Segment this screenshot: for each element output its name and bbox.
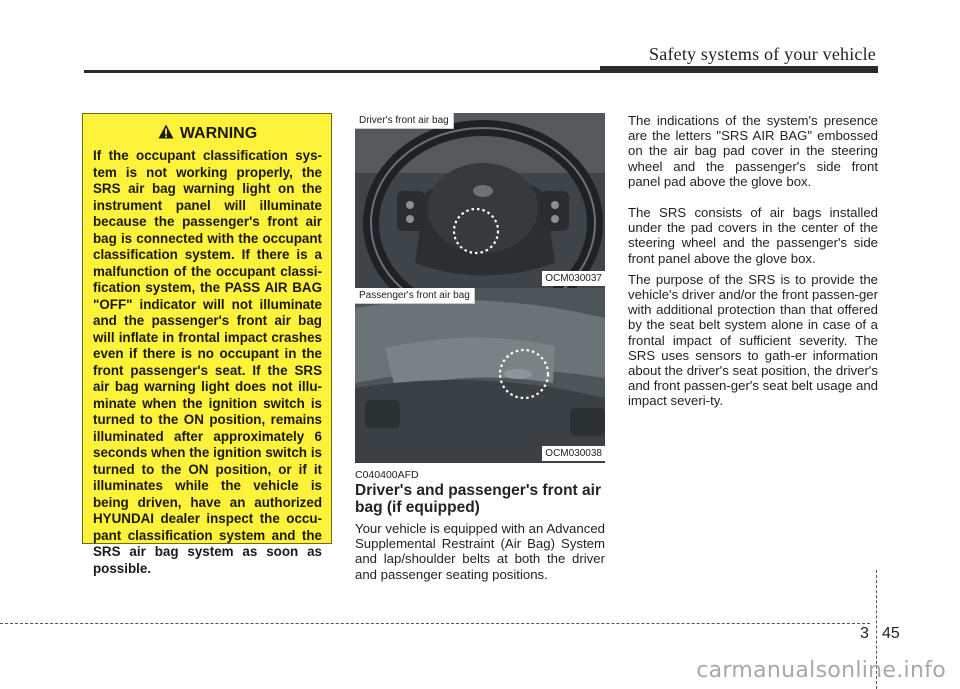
paragraph: The purpose of the SRS is to provide the vehicle's driver and/or the front passen-ger with additional protection than that offered by the seat belt system alone in case of a frontal impact of sufficient severity. The SRS uses sensors to gath-er information about the driver's seat position, the driver's and front passen-ger's seat belt usage and impact severi-ty. xyxy=(628,271,878,409)
steering-wheel-illustration xyxy=(355,113,605,288)
watermark-link[interactable]: carmanualsonline.info xyxy=(696,658,946,683)
right-column xyxy=(628,113,878,425)
passenger-airbag-image xyxy=(355,288,605,463)
paragraph: The indications of the system's presence are the letters "SRS AIR BAG" embossed on the air bag pad cover in the steering wheel and the passenger's side front panel pad above the glove box. xyxy=(628,113,878,189)
page-number: 45 xyxy=(882,625,900,642)
section-heading: Driver's and passenger's front air bag (if equipped) xyxy=(355,482,601,516)
warning-triangle-icon xyxy=(158,124,174,144)
section-title: Safety systems of your vehicle xyxy=(649,44,876,64)
warning-text: If the occupant classification sys-tem is not working properly, the SRS air bag warning light on the instrument panel will illuminate because the passenger's front air bag is connected with the occupant classification system. If there is a malfunction of the occupant classi-fication system, the PASS AIR BAG "OFF" indicator will not illuminate and the passenger's front air bag will inflate in frontal impact crashes even if there is no occupant in the front passenger's seat. If the SRS air bag warning light does not illu-minate when the ignition switch is turned to the ON position, remains illuminated after approximately 6 seconds when the ignition switch is turned to the ON position, or if it illuminates while the vehicle is being driven, have an authorized HYUNDAI dealer inspect the occu-pant classification system and the SRS air bag system as soon as possible. xyxy=(93,148,322,576)
footer-rule xyxy=(0,623,870,624)
warning-title: WARNING xyxy=(179,125,258,142)
driver-airbag-code: OCM030037 xyxy=(542,271,605,286)
section-body: Your vehicle is equipped with an Advanced Supplemental Restraint (Air Bag) System and lap/shoulder belts at both the driver and passenger seating positions. xyxy=(355,521,605,582)
header-rule-accent xyxy=(600,66,878,71)
driver-airbag-image xyxy=(355,113,605,288)
section-number: 3 xyxy=(860,625,869,642)
dashboard-illustration xyxy=(355,288,605,463)
passenger-airbag-label: Passenger's front air bag xyxy=(355,288,475,304)
section-code: C040400AFD xyxy=(355,469,419,481)
driver-airbag-label: Driver's front air bag xyxy=(355,113,454,129)
warning-header xyxy=(93,124,322,144)
warning-box xyxy=(82,113,332,576)
paragraph: The SRS consists of air bags installed under the pad covers in the center of the steering wheel and the passenger's side front panel above the glove box. xyxy=(628,205,878,266)
passenger-airbag-code: OCM030038 xyxy=(542,446,605,461)
